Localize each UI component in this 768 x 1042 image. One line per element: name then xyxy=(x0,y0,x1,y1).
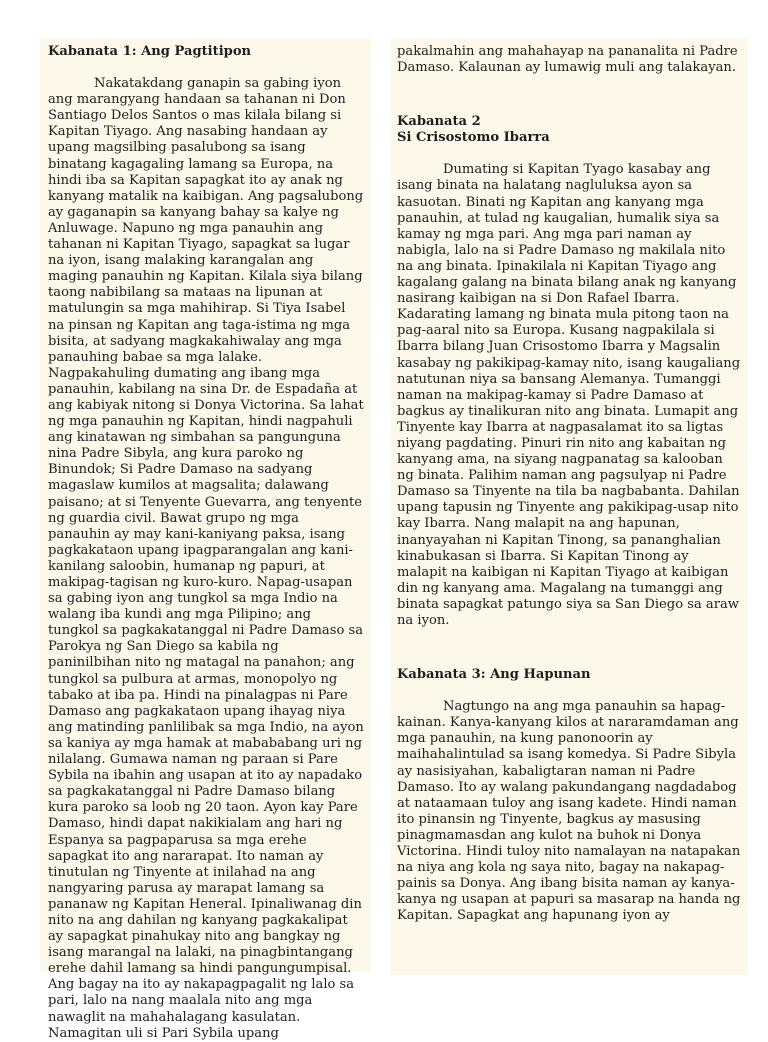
chapter1-continuation: pakalmahin ang mahahayap na pananalita ni Padre Damaso. Kalaunan ay lumawig muli ang talakayan. xyxy=(397,44,738,76)
chapter2-paragraph: Dumating si Kapitan Tyago kasabay ang isang binata na halatang nagluluksa ayon sa kasuotan. Binati ng Kapitan ang kanyang mga panauhin, at tulad ng kaugalian, humalik siya sa kamay ng mga pari. Ang mga pari naman ay nabigla, lalo na si Padre Damaso ng makilala nito na ang binata. Ipinakilala ni Kapitan Tiyago ang kagalang galang na binata bilang anak ng kanyang nasirang kaibigan na si Don Rafael Ibarra. Kadarating lamang ng binata mula pitong taon na pag-aaral nito sa Europa. Kusang nagpakilala si Ibarra bilang Juan Crisostomo Ibarra y Magsalin kasabay ng pakikipag-kamay nito, isang kaugaliang natutunan niya sa bansang Alemanya. Tumanggi naman na makipag-kamay si Padre Damaso at bagkus ay tinalikuran nito ang binata. Lumapit ang Tinyente kay Ibarra at nagpasalamat ito sa ligtas niyang pagdating. Pinuri rin nito ang kabaitan ng kanyang ama, na siyang nagpanatag sa kalooban ng binata. Palihim naman ang pagsulyap ni Padre Damaso sa Tinyente na tila ba nagbabanta. Dahilan upang tapusin ng Tinyente ang pakikipag-usap nito kay Ibarra. Nang malapit na ang hapunan, inanyayahan ni Kapitan Tinong, sa pananghalian kinabukasan si Ibarra. Si Kapitan Tinong ay malapit na kaibigan ni Kapitan Tiyago at kaibigan din ng kanyang ama. Magalang na tumanggi ang binata sapagkat patungo siya sa San Diego sa araw na iyon. xyxy=(397,162,741,628)
chapter2-label: Kabanata 2 xyxy=(397,114,481,130)
chapter1-heading: Kabanata 1: Ang Pagtitipon xyxy=(48,44,252,59)
chapter1-paragraph: Nakatakdang ganapin sa gabing iyon ang marangyang handaan sa tahanan ni Don Santiago Delos Santos o mas kilala bilang si Kapitan Tiyago. Ang nasabing handaan ay upang magsilbing pasalubong sa isang binatang kagagaling lamang sa Europa, na hindi iba sa Kapitan sapagkat ito ay anak ng kanyang matalik na kaibigan. Ang pagsalubong ay gaganapin sa kanyang bahay sa kalye ng Anluwage. Napuno ng mga panauhin ang tahanan ni Kapitan Tiyago, sapagkat sa lugar na iyon, isang malaking karangalan ang maging panauhin ng Kapitan. Kilala siya bilang taong nabibilang sa mataas na lipunan at matulungin sa mga mahihirap. Si Tiya Isabel na pinsan ng Kapitan ang taga-istima ng mga bisita, at sadyang magkakahiwalay ang mga panauhing babae sa mga lalake. Nagpakahuling dumating ang ibang mga panauhin, kabilang na sina Dr. de Espadaña at ang kabiyak nitong si Donya Victorina. Sa lahat ng mga panauhin ng Kapitan, hindi nagpahuli ang kinatawan ng simbahan sa pangunguna nina Padre Sibyla, ang kura paroko ng Binundok; Si Padre Damaso na sadyang magaslaw kumilos at magsalita; dalawang paisano; at si Tenyente Guevarra, ang tenyente ng guardia civil. Bawat grupo ng mga panauhin ay may kani-kaniyang paksa, isang pagkakataon upang ipagparangalan ang kani-kanilang saloobin, humanap ng papuri, at makipag-tagisan ng kuro-kuro. Napag-usapan sa gabing iyon ang tungkol sa mga Indio na walang iba kundi ang mga Pilipino; ang tungkol sa pagkakatanggal ni Padre Damaso sa Parokya ng San Diego sa kabila ng paninilbihan nito ng matagal na panahon; ang tungkol sa pulbura at armas, monopolyo ng tabako at iba pa. Hindi na pinalagpas ni Pare Damaso ang pagkakataon upang ihayag niya ang matinding panlilibak sa mga Indio, na ayon sa kaniya ay mga hamak at mabababang uri ng nilalang. Gumawa naman ng paraan si Pare Sybila na ibahin ang usapan at ito ay napadako sa pagkakatanggal ni Padre Damaso bilang kura paroko sa loob ng 20 taon. Ayon kay Pare Damaso, hindi dapat nakikialam ang hari ng Espanya sa pagpaparusa sa mga erehe sapagkat ito ang nararapat. Ito naman ay tinutulan ng Tinyente at inilahad na ang nangyaring parusa ay marapat lamang sa pananaw ng Kapitan Heneral. Ipinaliwanag din nito na ang dahilan ng kanyang pagkakalipat ay sapagkat pinahukay nito ang bangkay ng isang marangal na lalaki, na pinagbintangang erehe dahil lamang sa hindi pangungumpisal. Ang bagay na ito ay nakapagpagalit ng lalo sa pari, lalo na nang maalala nito ang mga nawaglit na mahahalagang kasulatan. Namagitan uli si Pari Sybila upang xyxy=(48,76,364,1041)
chapter3-paragraph: Nagtungo na ang mga panauhin sa hapag-kainan. Kanya-kanyang kilos at nararamdaman ang mga panauhin, na kung panonoorin ay maihahalintulad sa isang komedya. Si Padre Sibyla ay nasisiyahan, kabaligtaran naman ni Padre Damaso. Ito ay walang pakundangang nagdadabog at nataamaan tuloy ang isang kadete. Hindi naman ito pinansin ng Tinyente, bagkus ay masusing pinagmamasdan ang kulot na buhok ni Donya Victorina. Hindi tuloy nito namalayan na natapakan na niya ang kola ng saya nito, bagay na nakapag-painis sa Donya. Ang ibang bisita naman ay kanya- kanya ng usapan at papuri sa masarap na handa ng Kapitan. Sapagkat ang hapunang iyon ay xyxy=(397,699,741,924)
chapter3-heading: Kabanata 3: Ang Hapunan xyxy=(397,667,591,683)
spacer xyxy=(397,76,742,114)
left-column xyxy=(40,38,371,1041)
spacer xyxy=(397,629,742,667)
spacer xyxy=(397,146,742,162)
chapter2-title: Si Crisostomo Ibarra xyxy=(397,130,550,146)
right-column xyxy=(391,38,748,975)
spacer xyxy=(48,60,365,76)
spacer xyxy=(397,683,742,699)
